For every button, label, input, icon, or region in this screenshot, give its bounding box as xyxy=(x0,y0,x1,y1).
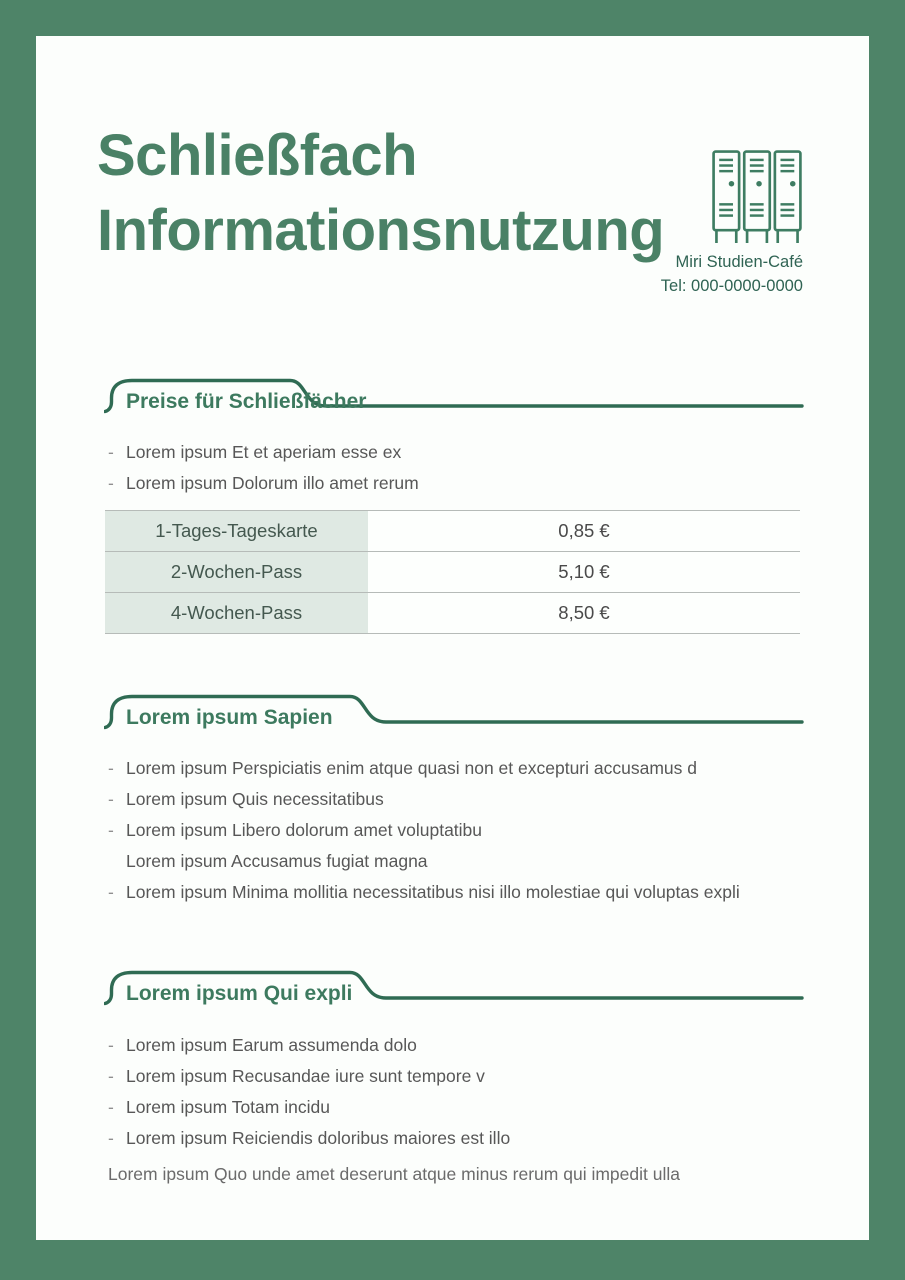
bullet-dash: - xyxy=(108,442,114,462)
list-item-text: Lorem ipsum Dolorum illo amet rerum xyxy=(126,473,419,493)
page-title-line2: Informationsnutzung xyxy=(97,198,665,263)
list-item-text: Lorem ipsum Earum assumenda dolo xyxy=(126,1035,417,1055)
list-item xyxy=(108,1123,828,1154)
bullet-dash: - xyxy=(108,473,114,493)
section-heading-prices: Preise für Schließfächer xyxy=(126,390,367,413)
price-label: 1-Tages-Tageskarte xyxy=(105,511,368,551)
price-value: 8,50 € xyxy=(368,593,800,633)
bullet-list-qui-expli xyxy=(108,1030,828,1154)
page-title-line1: Schließfach xyxy=(97,123,418,188)
bullet-list-sapien xyxy=(108,753,828,908)
list-item-text: Lorem ipsum Totam incidu xyxy=(126,1097,330,1117)
bullet-dash: - xyxy=(108,1066,114,1086)
list-item xyxy=(108,846,828,877)
flyer-page xyxy=(36,36,869,1240)
price-value: 0,85 € xyxy=(368,511,800,551)
list-item-text: Lorem ipsum Libero dolorum amet voluptatibu xyxy=(126,820,483,840)
list-item-text: Lorem ipsum Accusamus fugiat magna xyxy=(126,851,428,871)
page-title xyxy=(97,118,817,268)
bullet-dash: - xyxy=(108,1035,114,1055)
phone-number: Tel: 000-0000-0000 xyxy=(660,277,803,295)
list-item xyxy=(108,784,828,815)
list-item-text: Lorem ipsum Minima mollitia necessitatibus nisi illo molestiae qui voluptas expli xyxy=(126,882,740,902)
bullet-dash: - xyxy=(108,789,114,809)
bullet-dash: - xyxy=(108,1097,114,1117)
list-item xyxy=(108,877,828,908)
org-name: Miri Studien-Café xyxy=(675,253,803,271)
list-item xyxy=(108,1092,828,1123)
price-value: 5,10 € xyxy=(368,552,800,592)
list-item-text: Lorem ipsum Et et aperiam esse ex xyxy=(126,442,402,462)
table-row xyxy=(105,593,800,634)
footnote-text: Lorem ipsum Quo unde amet deserunt atque minus rerum qui impedit ulla xyxy=(108,1164,680,1184)
list-item xyxy=(108,815,828,846)
section-heading-sapien: Lorem ipsum Sapien xyxy=(126,706,333,729)
list-item-text: Lorem ipsum Recusandae iure sunt tempore v xyxy=(126,1066,485,1086)
section-heading-qui-expli: Lorem ipsum Qui expli xyxy=(126,982,353,1005)
list-item-text: Lorem ipsum Perspiciatis enim atque quasi non et excepturi accusamus d xyxy=(126,758,697,778)
bullet-dash: - xyxy=(108,1128,114,1148)
price-label: 4-Wochen-Pass xyxy=(105,593,368,633)
bullet-dash: - xyxy=(108,820,114,840)
bullet-dash: - xyxy=(108,758,114,778)
table-row xyxy=(105,511,800,552)
list-item xyxy=(108,753,828,784)
bullet-dash xyxy=(108,846,126,877)
list-item xyxy=(108,437,828,468)
price-table xyxy=(105,510,800,634)
bullet-dash: - xyxy=(108,882,114,902)
list-item-text: Lorem ipsum Reiciendis doloribus maiores est illo xyxy=(126,1128,511,1148)
list-item xyxy=(108,1061,828,1092)
price-label: 2-Wochen-Pass xyxy=(105,552,368,592)
list-item xyxy=(108,468,828,499)
list-item xyxy=(108,1030,828,1061)
list-item-text: Lorem ipsum Quis necessitatibus xyxy=(126,789,384,809)
table-row xyxy=(105,552,800,593)
bullet-list-prices xyxy=(108,437,828,499)
